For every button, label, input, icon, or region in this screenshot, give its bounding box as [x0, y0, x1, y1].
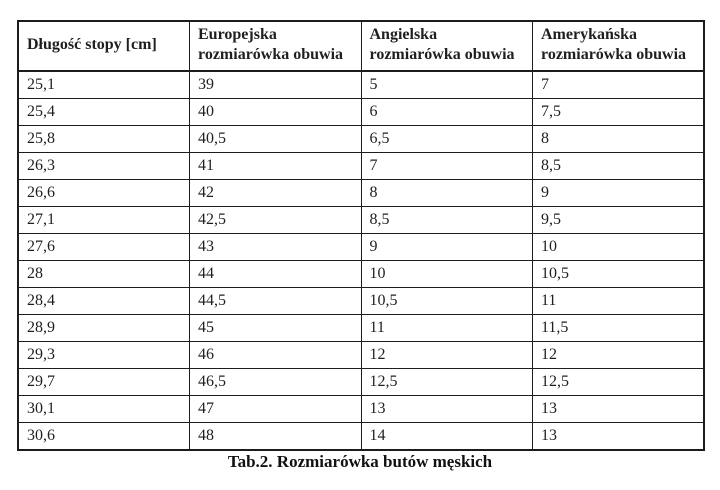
- table-cell: 46,5: [190, 369, 362, 396]
- column-header: Angielska rozmiarówka obuwia: [361, 21, 533, 71]
- shoe-size-table: [17, 20, 705, 451]
- table-cell: 7: [361, 153, 533, 180]
- table-cell: 12,5: [361, 369, 533, 396]
- table-cell: 13: [361, 396, 533, 423]
- table-cell: 6,5: [361, 126, 533, 153]
- table-cell: 26,3: [18, 153, 190, 180]
- table-cell: 25,1: [18, 71, 190, 99]
- table-row: [18, 207, 704, 234]
- table-cell: 7,5: [533, 99, 705, 126]
- table-cell: 26,6: [18, 180, 190, 207]
- table-cell: 11: [361, 315, 533, 342]
- table-cell: 28,9: [18, 315, 190, 342]
- table-cell: 12,5: [533, 369, 705, 396]
- table-row: [18, 126, 704, 153]
- table-cell: 10,5: [361, 288, 533, 315]
- table-cell: 6: [361, 99, 533, 126]
- table-cell: 28: [18, 261, 190, 288]
- table-cell: 41: [190, 153, 362, 180]
- table-cell: 11: [533, 288, 705, 315]
- table-cell: 29,7: [18, 369, 190, 396]
- table-cell: 48: [190, 423, 362, 451]
- table-cell: 43: [190, 234, 362, 261]
- table-cell: 9: [361, 234, 533, 261]
- table-row: [18, 369, 704, 396]
- table-cell: 11,5: [533, 315, 705, 342]
- table-row: [18, 153, 704, 180]
- table-cell: 47: [190, 396, 362, 423]
- table-cell: 9,5: [533, 207, 705, 234]
- table-cell: 8,5: [361, 207, 533, 234]
- table-cell: 10,5: [533, 261, 705, 288]
- table-cell: 46: [190, 342, 362, 369]
- table-row: [18, 396, 704, 423]
- table-row: [18, 342, 704, 369]
- table-cell: 10: [533, 234, 705, 261]
- table-cell: 13: [533, 396, 705, 423]
- table-cell: 8: [361, 180, 533, 207]
- table-row: [18, 99, 704, 126]
- table-caption: Tab.2. Rozmiarówka butów męskich: [227, 452, 493, 471]
- table-cell: 44: [190, 261, 362, 288]
- table-row: [18, 315, 704, 342]
- table-row: [18, 288, 704, 315]
- column-header: Europejska rozmiarówka obuwia: [190, 21, 362, 71]
- table-cell: 30,6: [18, 423, 190, 451]
- table-row: [18, 423, 704, 451]
- table-cell: 27,6: [18, 234, 190, 261]
- table-cell: 8: [533, 126, 705, 153]
- table-row: [18, 234, 704, 261]
- table-cell: 44,5: [190, 288, 362, 315]
- table-cell: 9: [533, 180, 705, 207]
- table-cell: 42: [190, 180, 362, 207]
- table-cell: 12: [361, 342, 533, 369]
- table-cell: 5: [361, 71, 533, 99]
- table-row: [18, 261, 704, 288]
- table-cell: 14: [361, 423, 533, 451]
- table-cell: 45: [190, 315, 362, 342]
- table-row: [18, 180, 704, 207]
- table-cell: 28,4: [18, 288, 190, 315]
- table-cell: 40,5: [190, 126, 362, 153]
- table-cell: 25,4: [18, 99, 190, 126]
- column-header: Długość stopy [cm]: [18, 21, 190, 71]
- table-cell: 8,5: [533, 153, 705, 180]
- table-cell: 42,5: [190, 207, 362, 234]
- header-row: [18, 21, 704, 71]
- table-cell: 27,1: [18, 207, 190, 234]
- column-header: Amerykańska rozmiarówka obuwia: [533, 21, 705, 71]
- table-cell: 13: [533, 423, 705, 451]
- table-cell: 40: [190, 99, 362, 126]
- table-cell: 12: [533, 342, 705, 369]
- table-row: [18, 71, 704, 99]
- table-header: [18, 21, 704, 71]
- table-cell: 7: [533, 71, 705, 99]
- table-cell: 25,8: [18, 126, 190, 153]
- table-cell: 30,1: [18, 396, 190, 423]
- table-cell: 29,3: [18, 342, 190, 369]
- table-cell: 10: [361, 261, 533, 288]
- table-cell: 39: [190, 71, 362, 99]
- table-body: [18, 71, 704, 450]
